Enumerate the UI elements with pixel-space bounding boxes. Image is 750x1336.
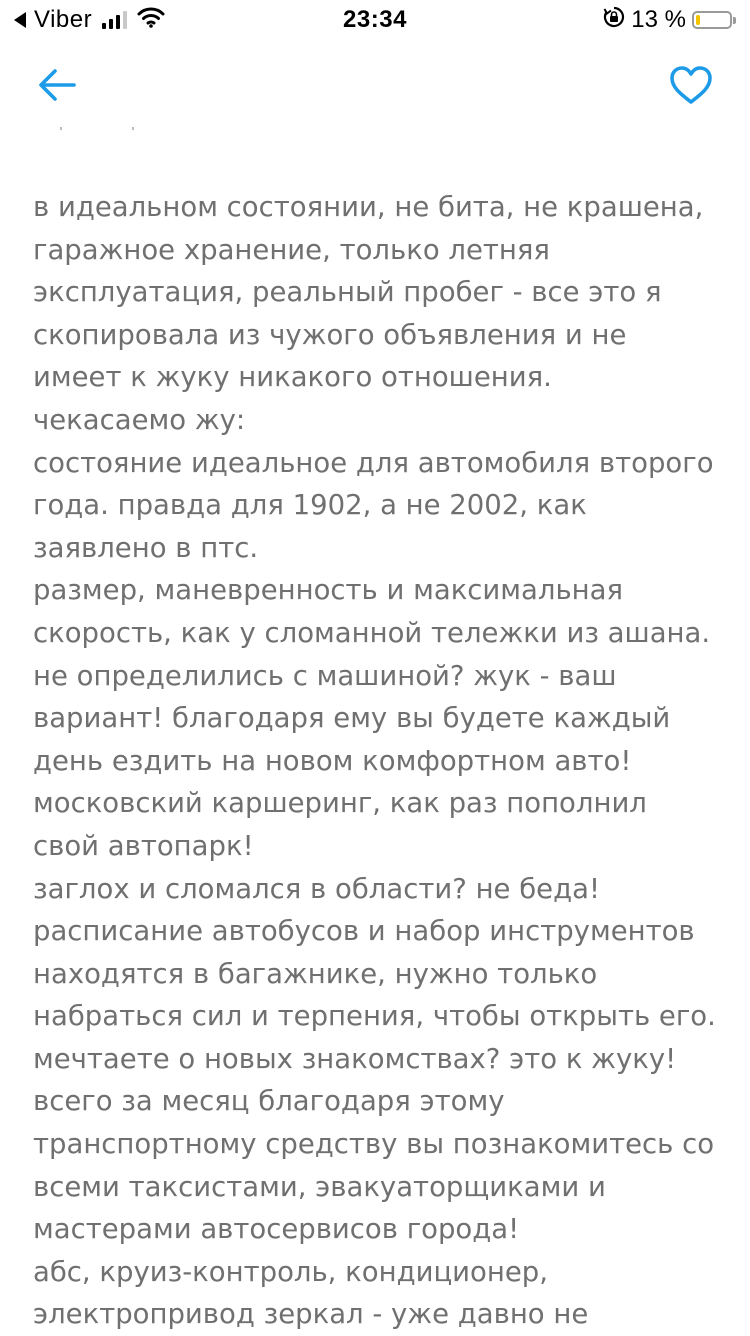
scrolled-text-fragment [60,118,140,132]
heart-outline-icon[interactable] [668,64,714,106]
description-line: всего за месяц благодаря этому [33,1085,505,1118]
description-line: года. правда для 1902, а не 2002, как [33,489,587,522]
description-line: московский каршеринг, как раз пополнил [33,787,647,820]
description-line: абс, круиз-контроль, кондиционер, [33,1255,548,1288]
description-line: размер, маневренность и максимальная [33,574,624,607]
battery-percentage: 13 % [631,6,686,33]
description-line: состояние идеальное для автомобиля второго [33,446,714,479]
description-line: свой автопарк! [33,829,254,862]
description-line: гаражное хранение, только летняя [33,233,550,266]
description-line: не определились с машиной? жук - ваш [33,659,617,692]
status-right [603,6,736,34]
clock: 23:34 [343,6,407,33]
description-line: чекасаемо жу: [33,403,246,436]
description-line: электропривод зеркал - уже давно не [33,1298,589,1331]
battery-cap [733,17,736,24]
description-line: заявлено в птс. [33,531,259,564]
description-line: заглох и сломался в области? не беда! [33,872,600,905]
description-line: день ездить на новом комфортном авто! [33,744,632,777]
description-line: мастерами автосервисов города! [33,1213,520,1246]
description-line: находятся в багажнике, нужно только [33,957,598,990]
listing-description [33,186,733,1336]
carrier-label[interactable]: Viber [34,6,93,33]
description-line: вариант! благодаря ему вы будете каждый [33,702,671,735]
description-line: расписание автобусов и набор инструментов [33,915,695,948]
description-line: скопировала из чужого объявления и не [33,318,627,351]
rotation-lock-icon [603,6,625,35]
description-line: всеми таксистами, эвакуаторщиками и [33,1170,606,1203]
description-line: имеет к жуку никакого отношения. [33,361,552,394]
battery-icon [692,11,732,29]
arrow-left-icon[interactable] [36,64,78,106]
description-line: мечтаете о новых знакомствах? это к жуку! [33,1042,677,1075]
description-line: скорость, как у сломанной тележки из ашана. [33,616,711,649]
status-bar [0,0,750,40]
description-line: транспортному средству вы познакомитесь со [33,1128,715,1161]
description-line: эксплуатация, реальный пробег - все это я [33,276,662,309]
navigation-bar [0,60,750,110]
description-line: в идеальном состоянии, не бита, не крашена, [33,191,704,223]
description-line: набраться сил и терпения, чтобы открыть его. [33,1000,716,1033]
